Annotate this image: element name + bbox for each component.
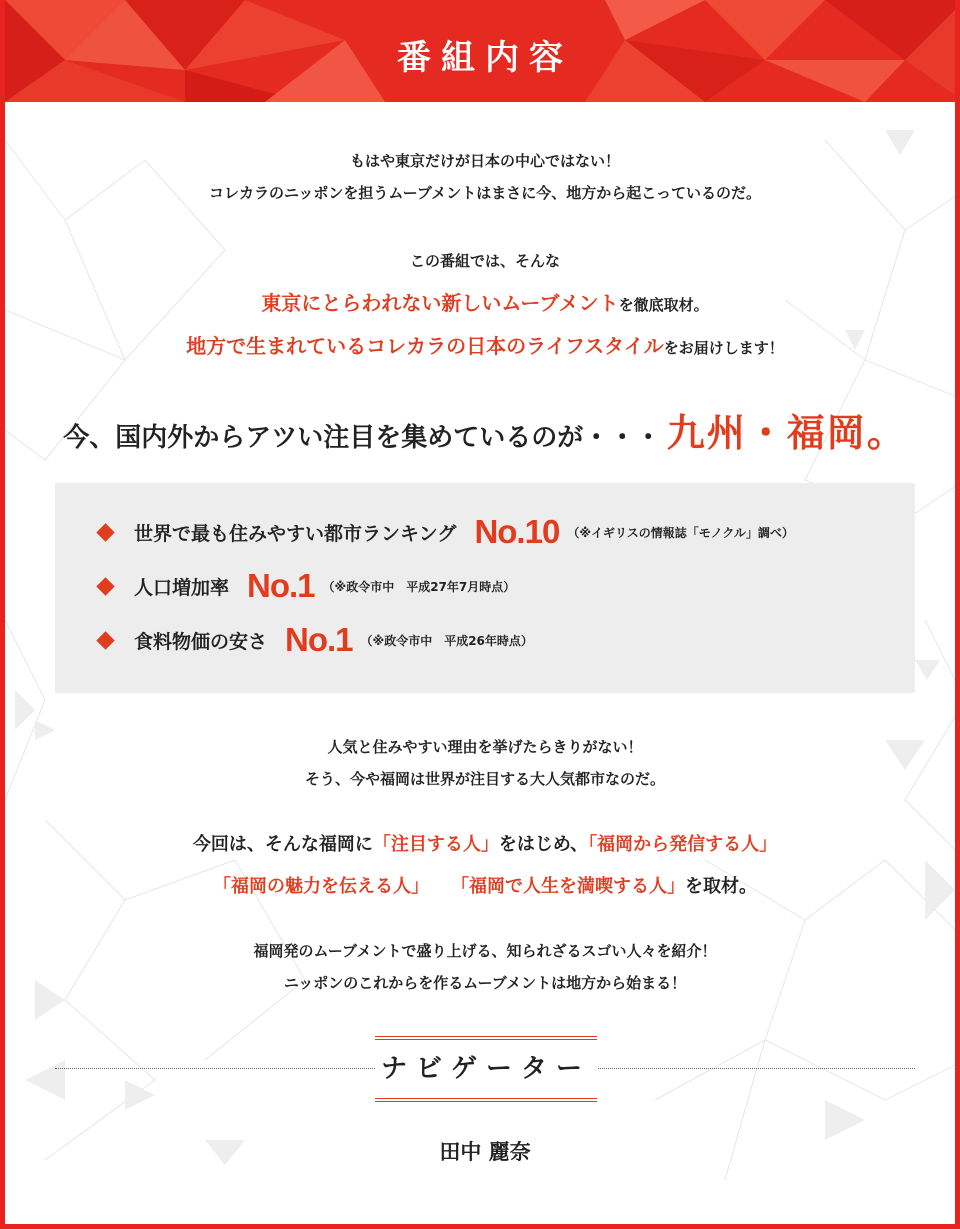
ranking-label: 人口増加率 [134, 576, 230, 599]
diamond-bullet-icon [96, 577, 114, 595]
ranking-label: 世界で最も住みやすい都市ランキング [134, 522, 457, 545]
intro-line-4-tail: を徹底取材。 [618, 296, 709, 314]
highlight-watchers: 「注目する人」 [372, 834, 499, 855]
navigator-heading-block [55, 1036, 915, 1104]
diamond-bullet-icon [96, 631, 114, 649]
ranking-value: No.1 [247, 567, 315, 604]
body-line-1: 人気と住みやすい理由を挙げたらきりがない！ [327, 738, 643, 756]
body-text: を取材。 [685, 876, 757, 897]
intro-line-3: この番組では、そんな [409, 252, 560, 270]
body-text: をはじめ、 [498, 834, 589, 855]
intro-line-2: コレカラのニッポンを担うムーブメントはまさに今、地方から起こっているのだ。 [208, 184, 761, 202]
focus-headline [5, 402, 960, 457]
highlight-movement: 東京にとらわれない新しいムーブメント [261, 291, 619, 315]
ranking-box [55, 483, 915, 693]
ranking-value: No.10 [474, 513, 560, 550]
intro-line-4 [5, 287, 960, 316]
header-title: 番組内容 [397, 38, 573, 78]
body-line-3 [5, 830, 960, 856]
ranking-note: （※イギリスの情報誌「モノクル」調べ） [567, 525, 794, 540]
ranking-note: （※政令市中 平成27年7月時点） [322, 579, 516, 594]
intro-line-1: もはや東京だけが日本の中心ではない！ [349, 152, 620, 170]
navigator-heading: ナビゲーター [380, 1054, 591, 1084]
body-line-6: ニッポンのこれからを作るムーブメントは地方から始まる！ [283, 974, 687, 992]
focus-lead: 今、国内外からアツい注目を集めているのが・・・ [63, 423, 662, 453]
ranking-label: 食料物価の安さ [134, 630, 268, 653]
highlight-enjoyers: 「福岡で人生を満喫する人」 [451, 876, 685, 897]
focus-place: 九州・福岡。 [666, 411, 907, 455]
intro-line-5 [5, 330, 960, 359]
ranking-note: （※政令市中 平成26年時点） [360, 633, 533, 648]
ranking-row [95, 566, 515, 606]
diamond-bullet-icon [96, 523, 114, 541]
highlight-broadcasters: 「福岡から発信する人」 [588, 834, 778, 855]
highlight-lifestyle: 地方で生まれているコレカラの日本のライフスタイル [186, 334, 664, 358]
ranking-row [95, 512, 794, 552]
ranking-value: No.1 [285, 621, 353, 658]
intro-line-5-tail: をお届けします！ [663, 339, 784, 357]
ranking-row [95, 620, 533, 660]
body-line-5: 福岡発のムーブメントで盛り上げる、知られざるスゴい人々を紹介！ [253, 942, 717, 960]
navigator-heading-box [375, 1036, 597, 1102]
body-line-4 [5, 872, 960, 898]
highlight-promoters: 「福岡の魅力を伝える人」 [213, 876, 429, 897]
navigator-name: 田中 麗奈 [439, 1140, 531, 1164]
body-text: 今回は、そんな福岡に [192, 834, 373, 855]
body-line-2: そう、今や福岡は世界が注目する大人気都市なのだ。 [304, 770, 665, 788]
